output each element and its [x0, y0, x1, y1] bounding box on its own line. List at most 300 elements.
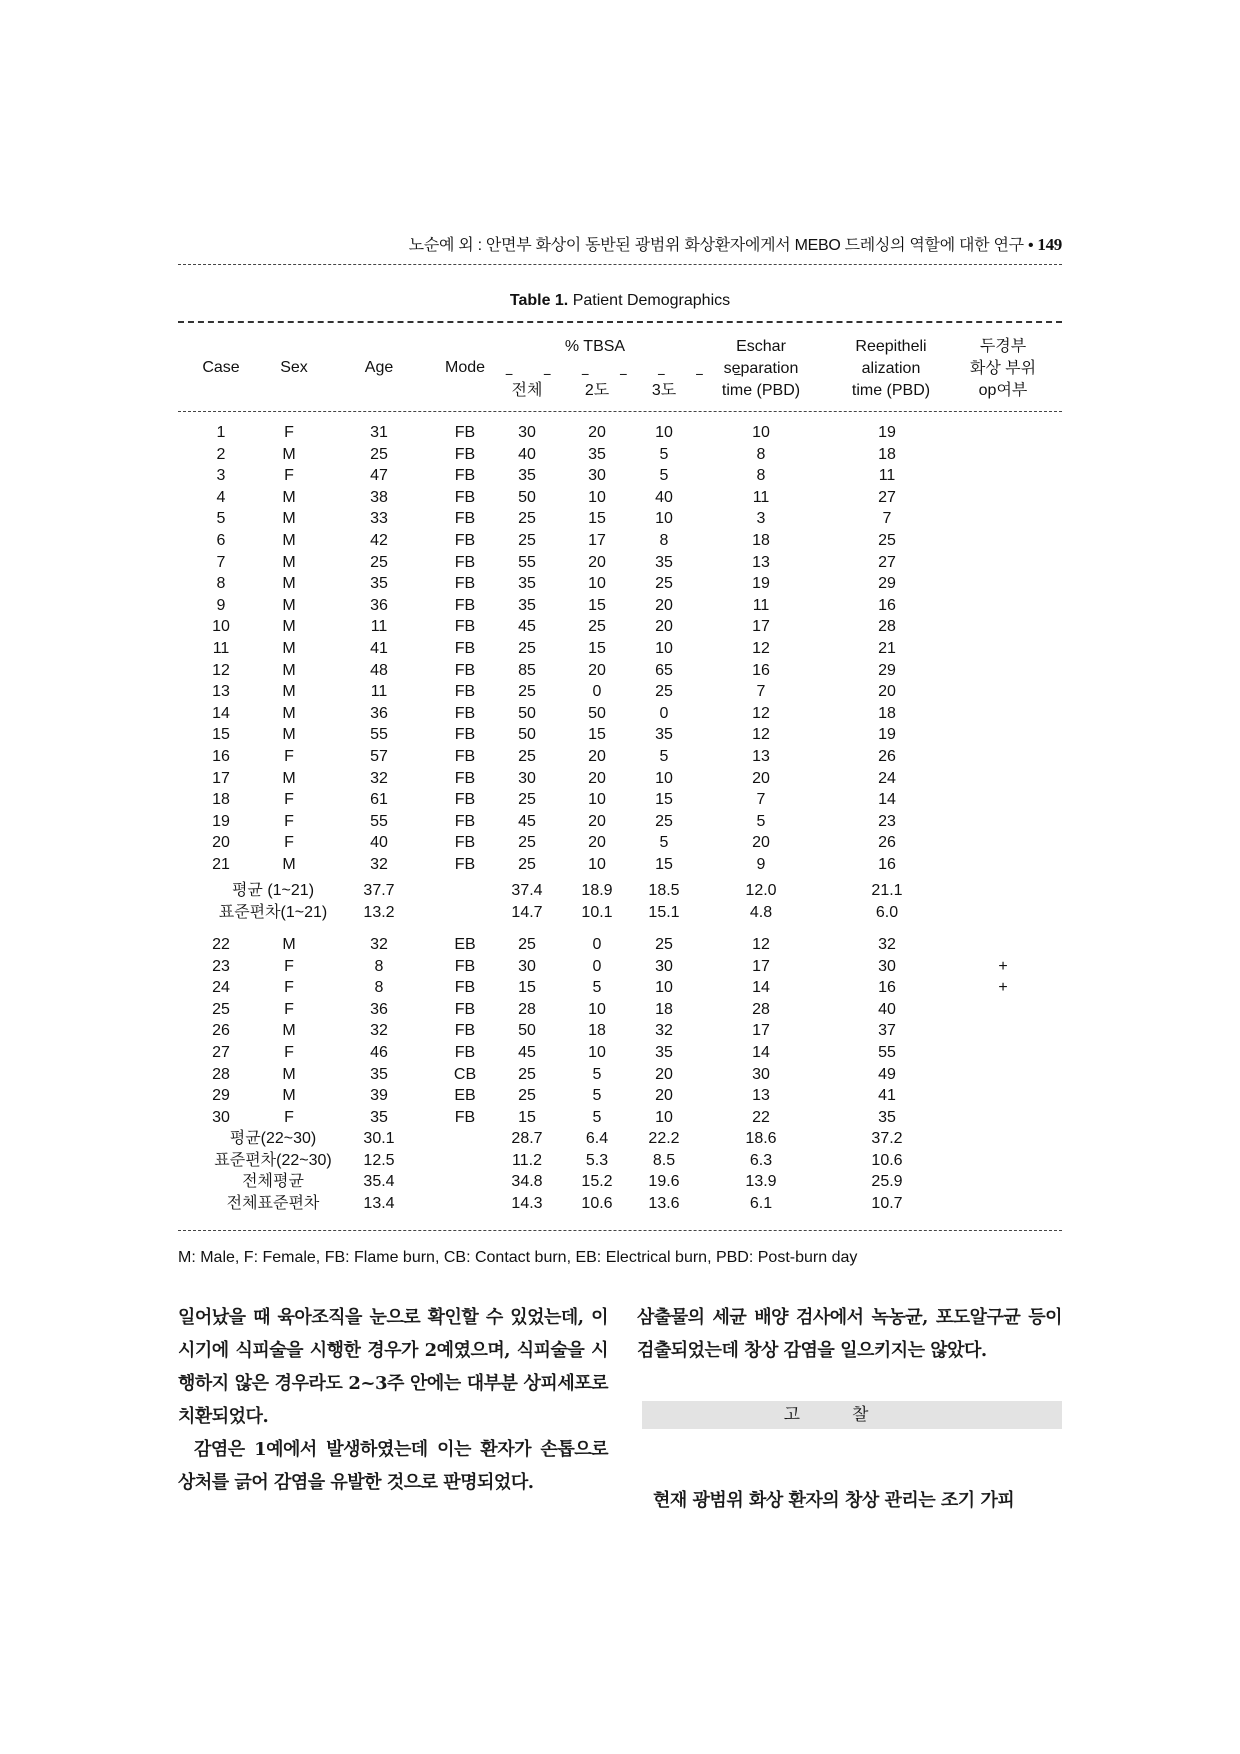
cell-reepithelialization-time: 21	[878, 640, 896, 657]
header-headneck-line: 두경부	[979, 338, 1027, 355]
summary-age: 12.5	[363, 1151, 395, 1169]
cell-tbsa-total: 25	[518, 856, 536, 873]
cell-tbsa-total: 50	[518, 1022, 536, 1040]
summary-age: 13.2	[363, 903, 395, 921]
cell-age: 40	[370, 834, 388, 852]
cell-sex: M	[282, 683, 296, 701]
cell-tbsa-total: 25	[518, 1065, 536, 1083]
summary-eschar: 4.8	[749, 903, 773, 921]
cell-age: 8	[374, 979, 384, 997]
cell-mode: EB	[454, 936, 476, 953]
cell-eschar-time: 16	[752, 661, 770, 679]
summary-label: 평균 (1~21)	[231, 882, 315, 899]
table-footnote: M: Male, F: Female, FB: Flame burn, CB: Contact burn, EB: Electrical burn, PBD: Post-burn day	[178, 1249, 858, 1266]
cell-mode: CB	[453, 1065, 477, 1083]
cell-sex: M	[282, 856, 296, 873]
cell-mode: FB	[454, 618, 476, 636]
cell-headneck-op: +	[998, 957, 1008, 975]
cell-tbsa-total: 25	[518, 510, 536, 528]
cell-tbsa-2nd: 5	[592, 1065, 602, 1083]
cell-tbsa-total: 35	[518, 596, 536, 614]
summary-d2: 18.9	[581, 882, 613, 899]
summary-age: 30.1	[363, 1130, 395, 1147]
cell-tbsa-total: 35	[518, 467, 536, 485]
cell-tbsa-3rd: 35	[655, 553, 673, 571]
cell-tbsa-3rd: 65	[655, 661, 673, 679]
header-reepi-line: time (PBD)	[851, 382, 931, 399]
cell-case: 26	[212, 1022, 230, 1040]
cell-eschar-time: 17	[752, 618, 770, 636]
cell-reepithelialization-time: 14	[878, 791, 896, 809]
cell-tbsa-2nd: 18	[588, 1022, 606, 1040]
cell-case: 7	[216, 553, 226, 571]
cell-tbsa-3rd: 5	[659, 834, 669, 852]
cell-reepithelialization-time: 16	[878, 979, 896, 997]
cell-reepithelialization-time: 37	[878, 1022, 896, 1040]
cell-tbsa-total: 55	[518, 553, 536, 571]
cell-age: 57	[370, 748, 388, 765]
cell-age: 36	[370, 1000, 388, 1018]
summary-reepi: 6.0	[875, 903, 899, 921]
cell-mode: FB	[454, 683, 476, 701]
cell-case: 10	[212, 618, 230, 636]
header-eschar-line: separation	[723, 360, 799, 377]
cell-tbsa-2nd: 15	[588, 510, 606, 528]
cell-reepithelialization-time: 40	[878, 1000, 896, 1018]
cell-sex: F	[284, 812, 294, 830]
cell-mode: FB	[454, 445, 476, 463]
table-bottom-rule	[178, 1230, 1062, 1231]
cell-eschar-time: 12	[752, 704, 770, 722]
cell-reepithelialization-time: 23	[878, 812, 896, 830]
cell-reepithelialization-time: 41	[878, 1087, 896, 1105]
cell-tbsa-2nd: 10	[588, 1000, 606, 1018]
cell-sex: M	[282, 726, 296, 744]
left-column	[178, 1301, 608, 1499]
cell-reepithelialization-time: 30	[878, 957, 896, 975]
cell-tbsa-total: 85	[518, 661, 536, 679]
cell-age: 33	[370, 510, 388, 528]
summary-total: 37.4	[511, 882, 543, 899]
cell-case: 14	[212, 704, 230, 722]
cell-case: 15	[212, 726, 230, 744]
cell-tbsa-2nd: 17	[588, 532, 606, 549]
summary-label: 표준편차(22~30)	[214, 1151, 332, 1169]
summary-total: 34.8	[511, 1173, 543, 1191]
cell-reepithelialization-time: 18	[878, 445, 896, 463]
cell-case: 20	[212, 834, 230, 852]
cell-tbsa-total: 30	[518, 769, 536, 787]
cell-reepithelialization-time: 20	[878, 683, 896, 701]
cell-tbsa-total: 50	[518, 704, 536, 722]
cell-eschar-time: 13	[752, 553, 770, 571]
cell-age: 11	[370, 618, 388, 636]
cell-tbsa-total: 35	[518, 575, 536, 593]
cell-tbsa-total: 30	[518, 957, 536, 975]
cell-age: 25	[370, 445, 388, 463]
cell-tbsa-2nd: 15	[588, 596, 606, 614]
cell-sex: F	[284, 1044, 294, 1061]
cell-sex: F	[284, 1000, 294, 1018]
cell-tbsa-total: 25	[518, 640, 536, 657]
cell-tbsa-2nd: 0	[592, 936, 602, 953]
cell-sex: F	[284, 834, 294, 852]
cell-reepithelialization-time: 28	[878, 618, 896, 636]
cell-sex: F	[284, 979, 294, 997]
cell-mode: FB	[454, 704, 476, 722]
right-paragraph-1: 삼출물의 세균 배양 검사에서 녹농균, 포도알구균 등이 검출되었는데 창상 감염을 일으키지는 않았다.	[637, 1307, 1062, 1361]
cell-eschar-time: 17	[752, 1022, 770, 1040]
cell-mode: FB	[454, 791, 476, 809]
cell-sex: F	[284, 791, 294, 809]
cell-tbsa-3rd: 20	[655, 1065, 673, 1083]
cell-reepithelialization-time: 24	[878, 769, 896, 787]
cell-tbsa-2nd: 20	[588, 661, 606, 679]
cell-mode: FB	[454, 575, 476, 593]
cell-eschar-time: 11	[752, 488, 770, 506]
cell-tbsa-3rd: 25	[655, 936, 673, 953]
cell-eschar-time: 13	[752, 748, 770, 765]
cell-eschar-time: 11	[752, 596, 770, 614]
cell-eschar-time: 7	[756, 683, 766, 701]
summary-d2: 10.1	[581, 903, 613, 921]
cell-tbsa-total: 45	[518, 1044, 536, 1061]
cell-tbsa-total: 15	[518, 979, 536, 997]
cell-headneck-op: +	[998, 979, 1008, 997]
cell-tbsa-3rd: 32	[655, 1022, 673, 1040]
cell-tbsa-2nd: 10	[588, 488, 606, 506]
summary-d2: 6.4	[585, 1130, 609, 1147]
cell-tbsa-total: 30	[518, 424, 536, 441]
cell-tbsa-3rd: 10	[655, 640, 673, 657]
cell-case: 17	[212, 769, 230, 787]
cell-tbsa-total: 40	[518, 445, 536, 463]
header-reepi-line: Reepitheli	[855, 338, 927, 355]
cell-mode: FB	[454, 856, 476, 873]
cell-reepithelialization-time: 11	[878, 467, 896, 485]
header-reepi-line: alization	[861, 360, 921, 377]
running-head-separator: •	[1023, 237, 1038, 254]
summary-d3: 19.6	[648, 1173, 680, 1191]
cell-tbsa-3rd: 10	[655, 510, 673, 528]
cell-sex: M	[282, 445, 296, 463]
cell-age: 32	[370, 769, 388, 787]
cell-eschar-time: 18	[752, 532, 770, 549]
cell-eschar-time: 10	[752, 424, 770, 441]
cell-tbsa-2nd: 10	[588, 856, 606, 873]
cell-age: 55	[370, 812, 388, 830]
cell-tbsa-2nd: 20	[588, 424, 606, 441]
cell-age: 47	[370, 467, 388, 485]
cell-tbsa-2nd: 30	[588, 467, 606, 485]
cell-eschar-time: 14	[752, 1044, 770, 1061]
cell-sex: F	[284, 748, 294, 765]
summary-age: 37.7	[363, 882, 395, 899]
cell-reepithelialization-time: 18	[878, 704, 896, 722]
cell-reepithelialization-time: 26	[878, 748, 896, 765]
cell-tbsa-3rd: 30	[655, 957, 673, 975]
cell-age: 55	[370, 726, 388, 744]
cell-eschar-time: 20	[752, 769, 770, 787]
cell-tbsa-3rd: 40	[655, 488, 673, 506]
page-number: 149	[1037, 235, 1062, 254]
cell-tbsa-2nd: 20	[588, 812, 606, 830]
summary-reepi: 25.9	[871, 1173, 903, 1191]
cell-age: 48	[370, 661, 388, 679]
cell-mode: FB	[454, 979, 476, 997]
cell-tbsa-total: 25	[518, 683, 536, 701]
right-column-continued	[637, 1484, 1062, 1517]
cell-sex: M	[282, 532, 296, 549]
cell-mode: FB	[454, 812, 476, 830]
cell-case: 9	[216, 596, 226, 614]
cell-tbsa-total: 50	[518, 488, 536, 506]
header-eschar-line: Eschar	[736, 338, 786, 355]
cell-tbsa-2nd: 0	[592, 957, 602, 975]
cell-case: 29	[212, 1087, 230, 1105]
table-label: Table 1.	[509, 292, 569, 309]
summary-d2: 10.6	[581, 1194, 613, 1212]
cell-tbsa-3rd: 20	[655, 596, 673, 614]
cell-case: 8	[216, 575, 226, 593]
cell-case: 23	[212, 957, 230, 975]
header-case: Case	[202, 359, 240, 376]
header-tbsa-3rd: 3도	[651, 382, 677, 399]
cell-age: 11	[370, 683, 388, 701]
cell-eschar-time: 14	[752, 979, 770, 997]
cell-case: 19	[212, 812, 230, 830]
cell-tbsa-2nd: 5	[592, 979, 602, 997]
summary-d2: 5.3	[585, 1151, 609, 1169]
cell-sex: M	[282, 661, 296, 679]
cell-sex: M	[282, 1087, 296, 1105]
summary-total: 14.3	[511, 1194, 543, 1212]
cell-case: 30	[212, 1108, 230, 1126]
cell-tbsa-total: 28	[518, 1000, 536, 1018]
cell-tbsa-3rd: 25	[655, 575, 673, 593]
cell-case: 24	[212, 979, 230, 997]
running-head-text: 노순예 외 : 안면부 화상이 동반된 광범위 화상환자에게서 MEBO 드레싱의 역할에 대한 연구	[408, 237, 1024, 254]
cell-tbsa-total: 45	[518, 812, 536, 830]
cell-age: 39	[370, 1087, 388, 1105]
cell-reepithelialization-time: 26	[878, 834, 896, 852]
section-heading: 고찰	[642, 1401, 1062, 1429]
cell-age: 8	[374, 957, 384, 975]
summary-eschar: 13.9	[745, 1173, 777, 1191]
cell-case: 27	[212, 1044, 230, 1061]
cell-eschar-time: 12	[752, 640, 770, 657]
cell-case: 25	[212, 1000, 230, 1018]
cell-eschar-time: 5	[756, 812, 766, 830]
cell-tbsa-2nd: 10	[588, 575, 606, 593]
cell-case: 16	[212, 748, 230, 765]
summary-d3: 15.1	[648, 903, 680, 921]
cell-tbsa-3rd: 8	[659, 532, 669, 549]
header-mode: Mode	[444, 359, 486, 376]
cell-reepithelialization-time: 7	[882, 510, 892, 528]
cell-sex: M	[282, 618, 296, 636]
cell-age: 38	[370, 488, 388, 506]
cell-mode: FB	[454, 424, 476, 441]
cell-eschar-time: 22	[752, 1108, 770, 1126]
cell-case: 28	[212, 1065, 230, 1083]
summary-label: 표준편차(1~21)	[218, 903, 328, 921]
cell-tbsa-3rd: 0	[659, 704, 669, 722]
cell-eschar-time: 8	[756, 467, 766, 485]
cell-reepithelialization-time: 19	[878, 726, 896, 744]
left-paragraph-1: 일어났을 때 육아조직을 눈으로 확인할 수 있었는데, 이 시기에 식피술을 시행한 경우가 2예였으며, 식피술을 시행하지 않은 경우라도 2~3주 안에는 대부분 상피세포로 치환되었다.	[178, 1307, 608, 1427]
summary-reepi: 37.2	[871, 1130, 903, 1147]
cell-tbsa-total: 15	[518, 1108, 536, 1126]
cell-age: 31	[370, 424, 388, 441]
cell-reepithelialization-time: 16	[878, 856, 896, 873]
cell-case: 2	[216, 445, 226, 463]
cell-tbsa-2nd: 0	[592, 683, 602, 701]
cell-sex: M	[282, 1065, 296, 1083]
summary-d2: 15.2	[581, 1173, 613, 1191]
cell-tbsa-3rd: 10	[655, 979, 673, 997]
cell-sex: F	[284, 1108, 294, 1126]
cell-tbsa-2nd: 50	[588, 704, 606, 722]
cell-tbsa-2nd: 5	[592, 1087, 602, 1105]
cell-age: 36	[370, 704, 388, 722]
cell-mode: FB	[454, 661, 476, 679]
cell-case: 12	[212, 661, 230, 679]
cell-age: 35	[370, 1065, 388, 1083]
cell-tbsa-2nd: 15	[588, 640, 606, 657]
cell-eschar-time: 28	[752, 1000, 770, 1018]
cell-case: 11	[212, 640, 230, 657]
cell-mode: FB	[454, 1108, 476, 1126]
cell-mode: FB	[454, 510, 476, 528]
summary-d3: 22.2	[648, 1130, 680, 1147]
left-paragraph-2: 감염은 1예에서 발생하였는데 이는 환자가 손톱으로 상처를 긁어 감염을 유발한 것으로 판명되었다.	[178, 1439, 608, 1493]
cell-tbsa-3rd: 5	[659, 445, 669, 463]
cell-sex: M	[282, 640, 296, 657]
cell-case: 4	[216, 488, 226, 506]
cell-sex: F	[284, 467, 294, 485]
cell-sex: M	[282, 488, 296, 506]
cell-tbsa-2nd: 5	[592, 1108, 602, 1126]
cell-tbsa-total: 25	[518, 791, 536, 809]
cell-tbsa-3rd: 10	[655, 769, 673, 787]
cell-eschar-time: 19	[752, 575, 770, 593]
cell-age: 32	[370, 856, 388, 873]
cell-sex: M	[282, 575, 296, 593]
cell-reepithelialization-time: 25	[878, 532, 896, 549]
cell-case: 22	[212, 936, 230, 953]
cell-tbsa-3rd: 20	[655, 1087, 673, 1105]
cell-mode: FB	[454, 553, 476, 571]
cell-tbsa-total: 25	[518, 834, 536, 852]
cell-sex: M	[282, 510, 296, 528]
cell-tbsa-2nd: 20	[588, 769, 606, 787]
cell-reepithelialization-time: 55	[878, 1044, 896, 1061]
cell-reepithelialization-time: 27	[878, 553, 896, 571]
cell-age: 36	[370, 596, 388, 614]
cell-age: 35	[370, 1108, 388, 1126]
cell-tbsa-3rd: 25	[655, 683, 673, 701]
cell-tbsa-2nd: 20	[588, 748, 606, 765]
cell-mode: FB	[454, 1044, 476, 1061]
cell-tbsa-total: 25	[518, 748, 536, 765]
summary-label: 전체표준편차	[226, 1194, 320, 1212]
summary-reepi: 10.7	[871, 1194, 903, 1212]
header-eschar-line: time (PBD)	[721, 382, 801, 399]
header-tbsa-2nd: 2도	[584, 382, 610, 399]
cell-tbsa-2nd: 15	[588, 726, 606, 744]
summary-eschar: 6.1	[749, 1194, 773, 1212]
cell-tbsa-2nd: 10	[588, 791, 606, 809]
cell-reepithelialization-time: 29	[878, 575, 896, 593]
cell-sex: M	[282, 936, 296, 953]
header-headneck-line: op여부	[978, 382, 1028, 399]
summary-total: 11.2	[512, 1151, 542, 1169]
summary-age: 13.4	[363, 1194, 395, 1212]
cell-sex: F	[284, 957, 294, 975]
cell-tbsa-total: 25	[518, 532, 536, 549]
cell-tbsa-3rd: 20	[655, 618, 673, 636]
header-tbsa: % TBSA	[564, 338, 626, 355]
cell-mode: EB	[454, 1087, 476, 1105]
cell-eschar-time: 9	[756, 856, 766, 873]
cell-reepithelialization-time: 29	[878, 661, 896, 679]
cell-mode: FB	[454, 957, 476, 975]
cell-reepithelialization-time: 27	[878, 488, 896, 506]
cell-tbsa-3rd: 5	[659, 467, 669, 485]
cell-mode: FB	[454, 596, 476, 614]
cell-sex: M	[282, 704, 296, 722]
cell-eschar-time: 7	[756, 791, 766, 809]
cell-age: 61	[370, 791, 388, 809]
cell-eschar-time: 12	[752, 936, 770, 953]
cell-tbsa-total: 25	[518, 936, 536, 953]
cell-tbsa-3rd: 10	[655, 424, 673, 441]
summary-total: 14.7	[511, 903, 543, 921]
cell-sex: M	[282, 553, 296, 571]
cell-sex: F	[284, 424, 294, 441]
cell-tbsa-2nd: 20	[588, 553, 606, 571]
cell-reepithelialization-time: 49	[878, 1065, 896, 1083]
summary-d3: 13.6	[648, 1194, 680, 1212]
cell-age: 35	[370, 575, 388, 593]
tbsa-dashes: − − − − − − −	[505, 366, 755, 382]
summary-eschar: 18.6	[745, 1130, 777, 1147]
cell-tbsa-3rd: 35	[655, 726, 673, 744]
cell-tbsa-2nd: 35	[588, 445, 606, 463]
cell-tbsa-3rd: 15	[655, 856, 673, 873]
cell-eschar-time: 8	[756, 445, 766, 463]
cell-mode: FB	[454, 640, 476, 657]
cell-case: 5	[216, 510, 226, 528]
cell-eschar-time: 13	[752, 1087, 770, 1105]
cell-tbsa-3rd: 35	[655, 1044, 673, 1061]
header-tbsa-total: 전체	[511, 382, 543, 399]
cell-mode: FB	[454, 532, 476, 549]
cell-sex: M	[282, 1022, 296, 1040]
summary-age: 35.4	[363, 1173, 395, 1191]
cell-tbsa-total: 45	[518, 618, 536, 636]
cell-case: 13	[212, 683, 230, 701]
cell-tbsa-3rd: 5	[659, 748, 669, 765]
summary-label: 평균(22~30)	[229, 1130, 317, 1147]
cell-sex: M	[282, 596, 296, 614]
cell-eschar-time: 17	[752, 957, 770, 975]
cell-reepithelialization-time: 32	[878, 936, 896, 953]
cell-mode: FB	[454, 467, 476, 485]
cell-age: 32	[370, 936, 388, 953]
cell-mode: FB	[454, 726, 476, 744]
